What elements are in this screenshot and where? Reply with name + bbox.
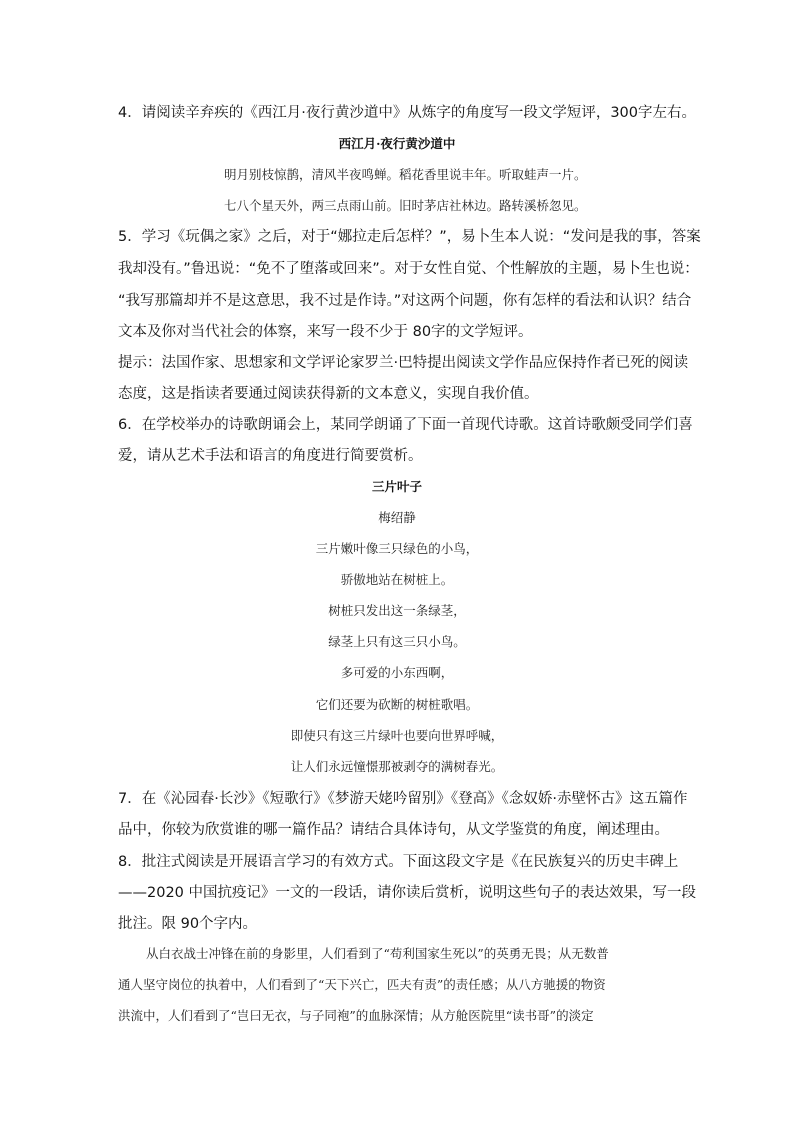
question-5-text: 5．学习《玩偶之家》之后，对于“娜拉走后怎样？”，易卜生本人说：“发问是我的事，答案 bbox=[118, 229, 701, 245]
poem-line: 骄傲地站在树桩上。 bbox=[340, 572, 454, 587]
poem-line: 即使只有这三片绿叶也要向世界呼喊， bbox=[290, 728, 504, 743]
question-5-text: 文本及你对当代社会的体察，来写一段不少于 80字的文学短评。 bbox=[118, 324, 533, 340]
question-7-text: 7．在《沁园春·长沙》《短歌行》《梦游天姥吟留别》《登高》《念奴娇·赤壁怀古》这五篇作 bbox=[118, 791, 688, 807]
poem-line: 让人们永远憧憬那被剥夺的满树春光。 bbox=[290, 759, 504, 774]
poem-line: 绿茎上只有这三只小鸟。 bbox=[328, 634, 466, 649]
question-5-hint: 提示：法国作家、思想家和文学评论家罗兰·巴特提出阅读文学作品应保持作者已死的阅读 bbox=[118, 355, 689, 371]
question-5-text: 我却没有。”鲁迅说：“免不了堕落或回来”。对于女性自觉、个性解放的主题，易卜生也说： bbox=[118, 261, 699, 277]
excerpt-line: 洪流中，人们看到了“岂曰无衣，与子同袍”的血脉深情；从方舱医院里“读书哥”的淡定 bbox=[118, 1008, 594, 1023]
poem-title-sanpianyezi: 三片叶子 bbox=[371, 479, 422, 494]
poem-title-xijiangyue: 西江月·夜行黄沙道中 bbox=[338, 136, 456, 151]
poem-line: 明月别枝惊鹊，清风半夜鸣蝉。稻花香里说丰年。听取蛙声一片。 bbox=[224, 167, 587, 182]
excerpt-line: 从白衣战士冲锋在前的身影里，人们看到了“苟利国家生死以”的英勇无畏；从无数普 bbox=[146, 946, 609, 961]
question-8-text: 批注。限 90个字内。 bbox=[118, 916, 258, 932]
question-6-text: 爱，请从艺术手法和语言的角度进行简要赏析。 bbox=[118, 448, 423, 464]
question-4-text: 4．请阅读辛弃疾的《西江月·夜行黄沙道中》从炼字的角度写一段文学短评，300字左右。 bbox=[118, 105, 697, 121]
poem-line: 三片嫩叶像三只绿色的小鸟， bbox=[315, 541, 479, 556]
poem-author: 梅绍静 bbox=[378, 510, 416, 525]
poem-line: 它们还要为砍断的树桩歌唱。 bbox=[315, 697, 479, 712]
excerpt-line: 通人坚守岗位的执着中，人们看到了“天下兴亡，匹夫有责”的责任感；从八方驰援的物资 bbox=[118, 977, 606, 992]
poem-line: 七八个星天外，两三点雨山前。旧时茅店社林边。路转溪桥忽见。 bbox=[224, 198, 587, 213]
poem-line: 树桩只发出这一条绿茎， bbox=[328, 603, 466, 618]
question-6-text: 6．在学校举办的诗歌朗诵会上，某同学朗诵了下面一首现代诗歌。这首诗歌颇受同学们喜 bbox=[118, 417, 693, 433]
question-8-text: 8．批注式阅读是开展语言学习的有效方式。下面这段文字是《在民族复兴的历史丰碑上 bbox=[118, 854, 679, 870]
question-7-text: 品中，你较为欣赏谁的哪一篇作品？请结合具体诗句，从文学鉴赏的角度，阐述理由。 bbox=[118, 822, 669, 838]
poem-line: 多可爱的小东西啊， bbox=[340, 665, 454, 680]
question-5-text: “我写那篇却并不是这意思，我不过是作诗。”对这两个问题，你有怎样的看法和认识？结合 bbox=[118, 293, 692, 309]
question-8-text: ——2020 中国抗疫记》一文的一段话，请你读后赏析，说明这些句子的表达效果，写一段 bbox=[118, 885, 697, 901]
question-5-hint: 态度，这是指读者要通过阅读获得新的文本意义，实现自我价值。 bbox=[118, 386, 539, 402]
